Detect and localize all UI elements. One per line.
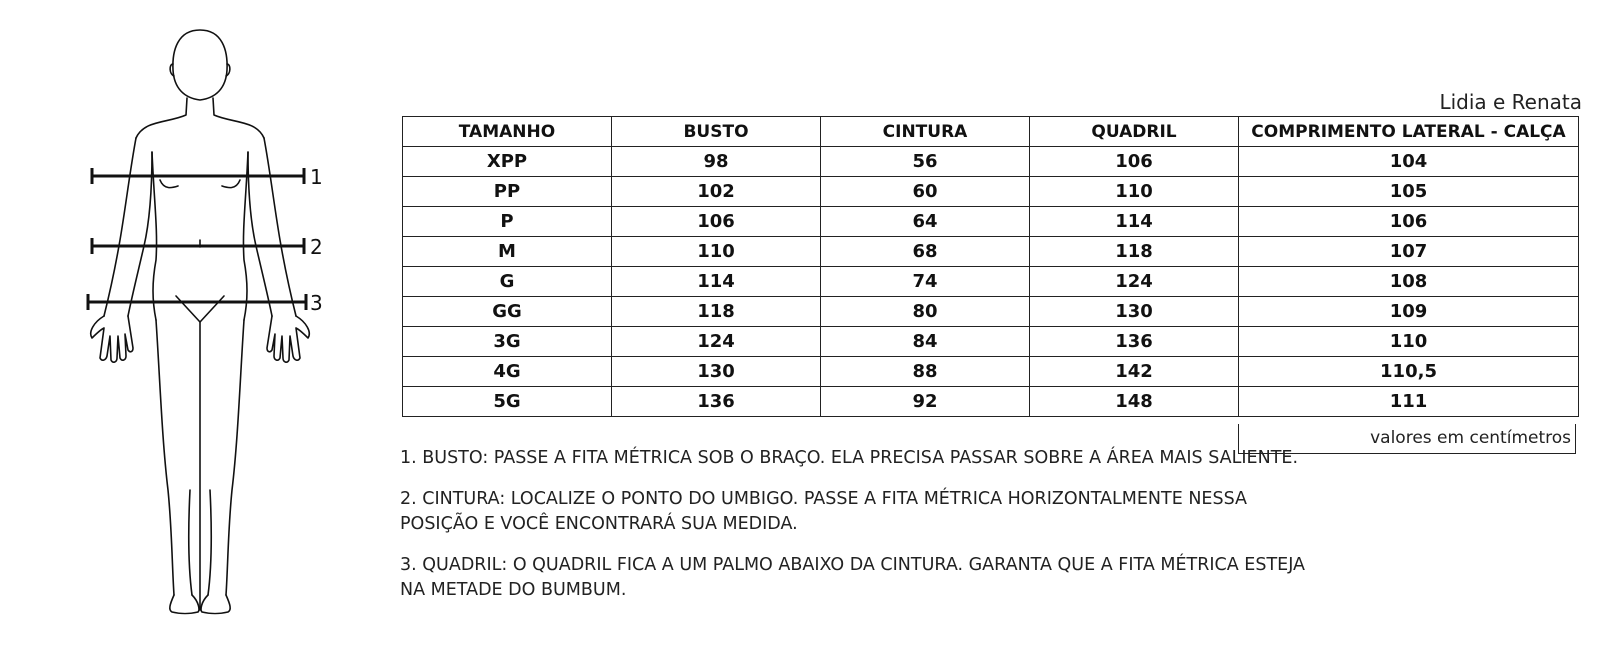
table-row	[403, 297, 1579, 327]
header-bust: BUSTO	[612, 117, 821, 147]
cell-size: M	[403, 237, 612, 267]
cell-bust: 102	[612, 177, 821, 207]
table-row	[403, 147, 1579, 177]
cell-pant-length: 106	[1239, 207, 1579, 237]
cell-hip: 130	[1030, 297, 1239, 327]
cell-hip: 136	[1030, 327, 1239, 357]
cell-waist: 68	[821, 237, 1030, 267]
table-row	[403, 357, 1579, 387]
unit-note: valores em centímetros	[1238, 424, 1576, 454]
measurement-instructions	[400, 446, 1320, 619]
cell-pant-length: 109	[1239, 297, 1579, 327]
cell-size: 5G	[403, 387, 612, 417]
cell-size: XPP	[403, 147, 612, 177]
cell-hip: 114	[1030, 207, 1239, 237]
table-row	[403, 387, 1579, 417]
cell-size: 4G	[403, 357, 612, 387]
cell-hip: 118	[1030, 237, 1239, 267]
header-waist: CINTURA	[821, 117, 1030, 147]
cell-waist: 84	[821, 327, 1030, 357]
brand-name: Lidia e Renata	[1439, 90, 1582, 114]
cell-bust: 130	[612, 357, 821, 387]
cell-hip: 148	[1030, 387, 1239, 417]
instruction-bust: 1. BUSTO: PASSE A FITA MÉTRICA SOB O BRAÇO. ELA PRECISA PASSAR SOBRE A ÁREA MAIS SALIENTE.	[400, 448, 1299, 468]
cell-waist: 80	[821, 297, 1030, 327]
cell-size: 3G	[403, 327, 612, 357]
cell-bust: 118	[612, 297, 821, 327]
cell-bust: 98	[612, 147, 821, 177]
cell-bust: 124	[612, 327, 821, 357]
cell-hip: 124	[1030, 267, 1239, 297]
cell-pant-length: 110,5	[1239, 357, 1579, 387]
cell-waist: 88	[821, 357, 1030, 387]
cell-size: GG	[403, 297, 612, 327]
body-measurement-figure	[80, 20, 340, 630]
cell-pant-length: 111	[1239, 387, 1579, 417]
marker-3: 3	[310, 291, 323, 315]
table-row	[403, 207, 1579, 237]
cell-size: P	[403, 207, 612, 237]
cell-bust: 136	[612, 387, 821, 417]
cell-pant-length: 110	[1239, 327, 1579, 357]
cell-bust: 106	[612, 207, 821, 237]
table-row	[403, 267, 1579, 297]
table-row	[403, 237, 1579, 267]
marker-1: 1	[310, 165, 323, 189]
marker-2: 2	[310, 235, 323, 259]
cell-pant-length: 105	[1239, 177, 1579, 207]
instruction-hip: 3. QUADRIL: O QUADRIL FICA A UM PALMO ABAIXO DA CINTURA. GARANTA QUE A FITA MÉTRICA ESTEJA NA METADE DO BUMBUM.	[400, 555, 1306, 600]
cell-waist: 64	[821, 207, 1030, 237]
cell-pant-length: 108	[1239, 267, 1579, 297]
table-row	[403, 327, 1579, 357]
table-row	[403, 177, 1579, 207]
table-header-row	[403, 117, 1579, 147]
cell-hip: 106	[1030, 147, 1239, 177]
header-hip: QUADRIL	[1030, 117, 1239, 147]
cell-waist: 60	[821, 177, 1030, 207]
cell-bust: 114	[612, 267, 821, 297]
instruction-waist: 2. CINTURA: LOCALIZE O PONTO DO UMBIGO. PASSE A FITA MÉTRICA HORIZONTALMENTE NESSA POSIÇÃO E VOCÊ ENCONTRARÁ SUA MEDIDA.	[400, 489, 1247, 534]
cell-size: G	[403, 267, 612, 297]
cell-waist: 74	[821, 267, 1030, 297]
cell-hip: 142	[1030, 357, 1239, 387]
cell-size: PP	[403, 177, 612, 207]
cell-hip: 110	[1030, 177, 1239, 207]
cell-waist: 92	[821, 387, 1030, 417]
header-pant-length: COMPRIMENTO LATERAL - CALÇA	[1239, 117, 1579, 147]
cell-pant-length: 107	[1239, 237, 1579, 267]
cell-pant-length: 104	[1239, 147, 1579, 177]
cell-bust: 110	[612, 237, 821, 267]
header-size: TAMANHO	[403, 117, 612, 147]
cell-waist: 56	[821, 147, 1030, 177]
size-table	[402, 116, 1579, 417]
